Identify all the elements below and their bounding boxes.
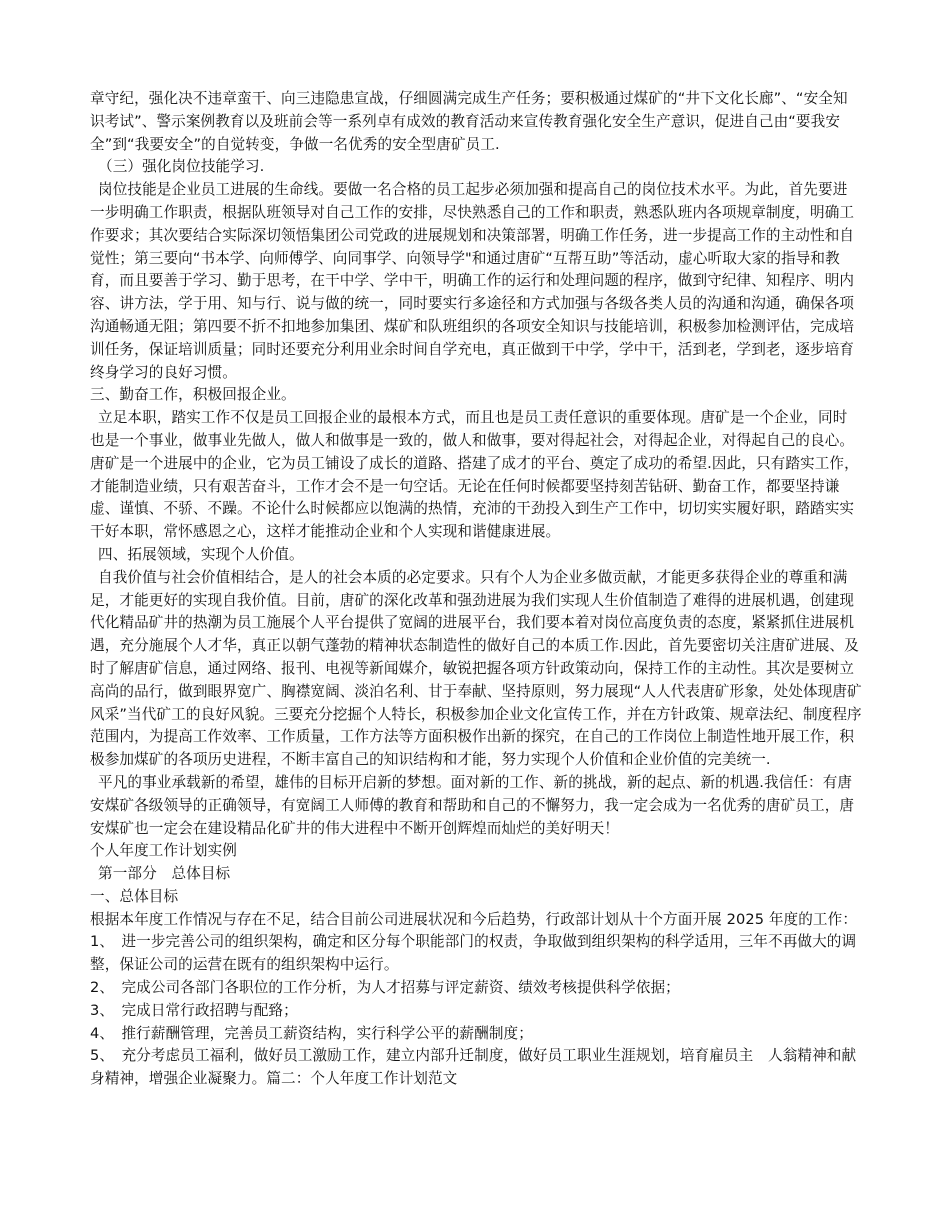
heading-overall-goal: 一、总体目标 xyxy=(90,887,179,905)
paragraph-plan-intro: 根据本年度工作情况与存在不足，结合目前公司进展状况和今后趋势，行政部计划从十个方面开展 2025 年度的工作： xyxy=(90,910,858,928)
section-title-plan-example: 个人年度工作计划实例 xyxy=(90,842,237,860)
paragraph-hard-work: 立足本职，踏实工作不仅是员工回报企业的最根本方式，而且也是员工责任意识的重要体现。唐矿是一个企业，同时也是一个事业，做事业先做人，做人和做事是一致的，做人和做事，要对得起社会，对得起企业，对得起自己的良心。唐矿是一个进展中的企业，它为员工铺设了成长的道路、搭建了成才的平台、奠定了成功的希望.因此，只有踏实工作，才能制造业绩，只有艰苦奋斗，工作才会不是一句空话。无论在任何时候都要坚持刻苦钻研、勤奋工作，都要坚持谦虚、谨慎、不骄、不躁。不论什么时候都应以饱满的热情，充沛的干劲投入到生产工作中，切切实实履好职，踏踏实实干好本职，常怀感恩之心，这样才能推动企业和个人实现和谐健康进展。 xyxy=(90,409,859,541)
paragraph-safety-awareness: 章守纪，强化决不违章蛮干、向三违隐患宣战，仔细圆满完成生产任务；要积极通过煤矿的“井下文化长廊”、“安全知识考试”、警示案例教育以及班前会等一系列卓有成效的教育活动来宣传教育强化安全生产意识，促进自己由“要我安全”到“我要安全”的自觉转变，争做一名优秀的安全型唐矿员工. xyxy=(90,90,848,153)
heading-hard-work: 三、勤奋工作，积极回报企业。 xyxy=(90,386,296,404)
heading-skill-learning: （三）强化岗位技能学习. xyxy=(98,158,265,176)
document-body xyxy=(90,88,862,1091)
list-item-2: 2、 完成公司各部门各职位的工作分析，为人才招募与评定薪资、绩效考核提供科学依据； xyxy=(90,979,680,997)
paragraph-personal-value: 自我价值与社会价值相结合，是人的社会本质的必定要求。只有个人为企业多做贡献，才能更多获得企业的尊重和满足，才能更好的实现自我价值。目前，唐矿的深化改革和强劲进展为我们实现人生价值制造了难得的进展机遇，创建现代化精品矿井的热潮为员工施展个人平台提供了宽阔的进展平台，我们要本着对岗位高度负责的态度，紧紧抓住进展机遇，充分施展个人才华，真正以朝气蓬勃的精神状态制造性的做好自己的本质工作.因此，首先要密切关注唐矿进展、及时了解唐矿信息，通过网络、报刊、电视等新闻媒介，敏锐把握各项方针政策动向，保持工作的主动性。其次是要树立高尚的品行，做到眼界宽广、胸襟宽阔、淡泊名利、甘于奉献、坚持原则，努力展现“人人代表唐矿形象，处处体现唐矿风采”当代矿工的良好风貌。三要充分挖掘个人特长，积极参加企业文化宣传工作，并在方针政策、规章法纪、制度程序范围内，为提高工作效率、工作质量，工作方法等方面积极作出新的探究，在自己的工作岗位上制造性地开展工作，积极参加煤矿的各项历史进程，不断丰富自己的知识结构和才能，努力实现个人价值和企业价值的完美统一. xyxy=(90,568,862,769)
paragraph-conclusion: 平凡的事业承载新的希望，雄伟的目标开启新的梦想。面对新的工作、新的挑战，新的起点、新的机遇.我信任：有唐安煤矿各级领导的正确领导，有宽阔工人师傅的教育和帮助和自己的不懈努力，我一定会成为一名优秀的唐矿员工，唐安煤矿也一定会在建设精品化矿井的伟大进程中不断开创辉煌而灿烂的美好明天！ xyxy=(90,773,855,837)
list-item-4: 4、 推行薪酬管理，完善员工薪资结构，实行科学公平的薪酬制度； xyxy=(90,1024,533,1042)
heading-part-one: 第一部分 总体目标 xyxy=(98,865,231,883)
list-item-1: 1、 进一步完善公司的组织架构，确定和区分每个职能部门的权责，争取做到组织架构的科学适用，三年不再做大的调整，保证公司的运营在既有的组织架构中运行。 xyxy=(90,933,857,974)
heading-personal-value: 四、拓展领域，实现个人价值。 xyxy=(98,545,304,563)
paragraph-skill-learning: 岗位技能是企业员工进展的生命线。要做一名合格的员工起步必须加强和提高自己的岗位技术水平。为此，首先要进一步明确工作职责，根据队班领导对自己工作的安排，尽快熟悉自己的工作和职责，熟悉队班内各项规章制度，明确工作要求；其次要结合实际深切领悟集团公司党政的进展规划和决策部署，明确工作任务，进一步提高工作的主动性和自觉性；第三要向“书本学、向师傅学、向同事学、向领导学"和通过唐矿“互帮互助”等活动，虚心听取大家的指导和教育，而且要善于学习、勤于思考，在干中学、学中干，明确工作的运行和处理问题的程序，做到守纪律、知程序、明内容、讲方法，学于用、知与行、说与做的统一，同时要实行多途径和方式加强与各级各类人员的沟通和沟通，确保各项沟通畅通无阻；第四要不折不扣地参加集团、煤矿和队班组织的各项安全知识与技能培训，积极参加检测评估，完成培训任务，保证培训质量；同时还要充分利用业余时间自学充电，真正做到干中学，学中干，活到老，学到老，逐步培育终身学习的良好习惯。 xyxy=(90,181,855,381)
list-item-5: 5、 充分考虑员工福利，做好员工激励工作，建立内部升迁制度，做好员工职业生涯规划，培育雇员主 人翁精神和献身精神，增强企业凝聚力。篇二：个人年度工作计划范文 xyxy=(90,1047,857,1088)
list-item-3: 3、 完成日常行政招聘与配臵； xyxy=(90,1001,298,1019)
